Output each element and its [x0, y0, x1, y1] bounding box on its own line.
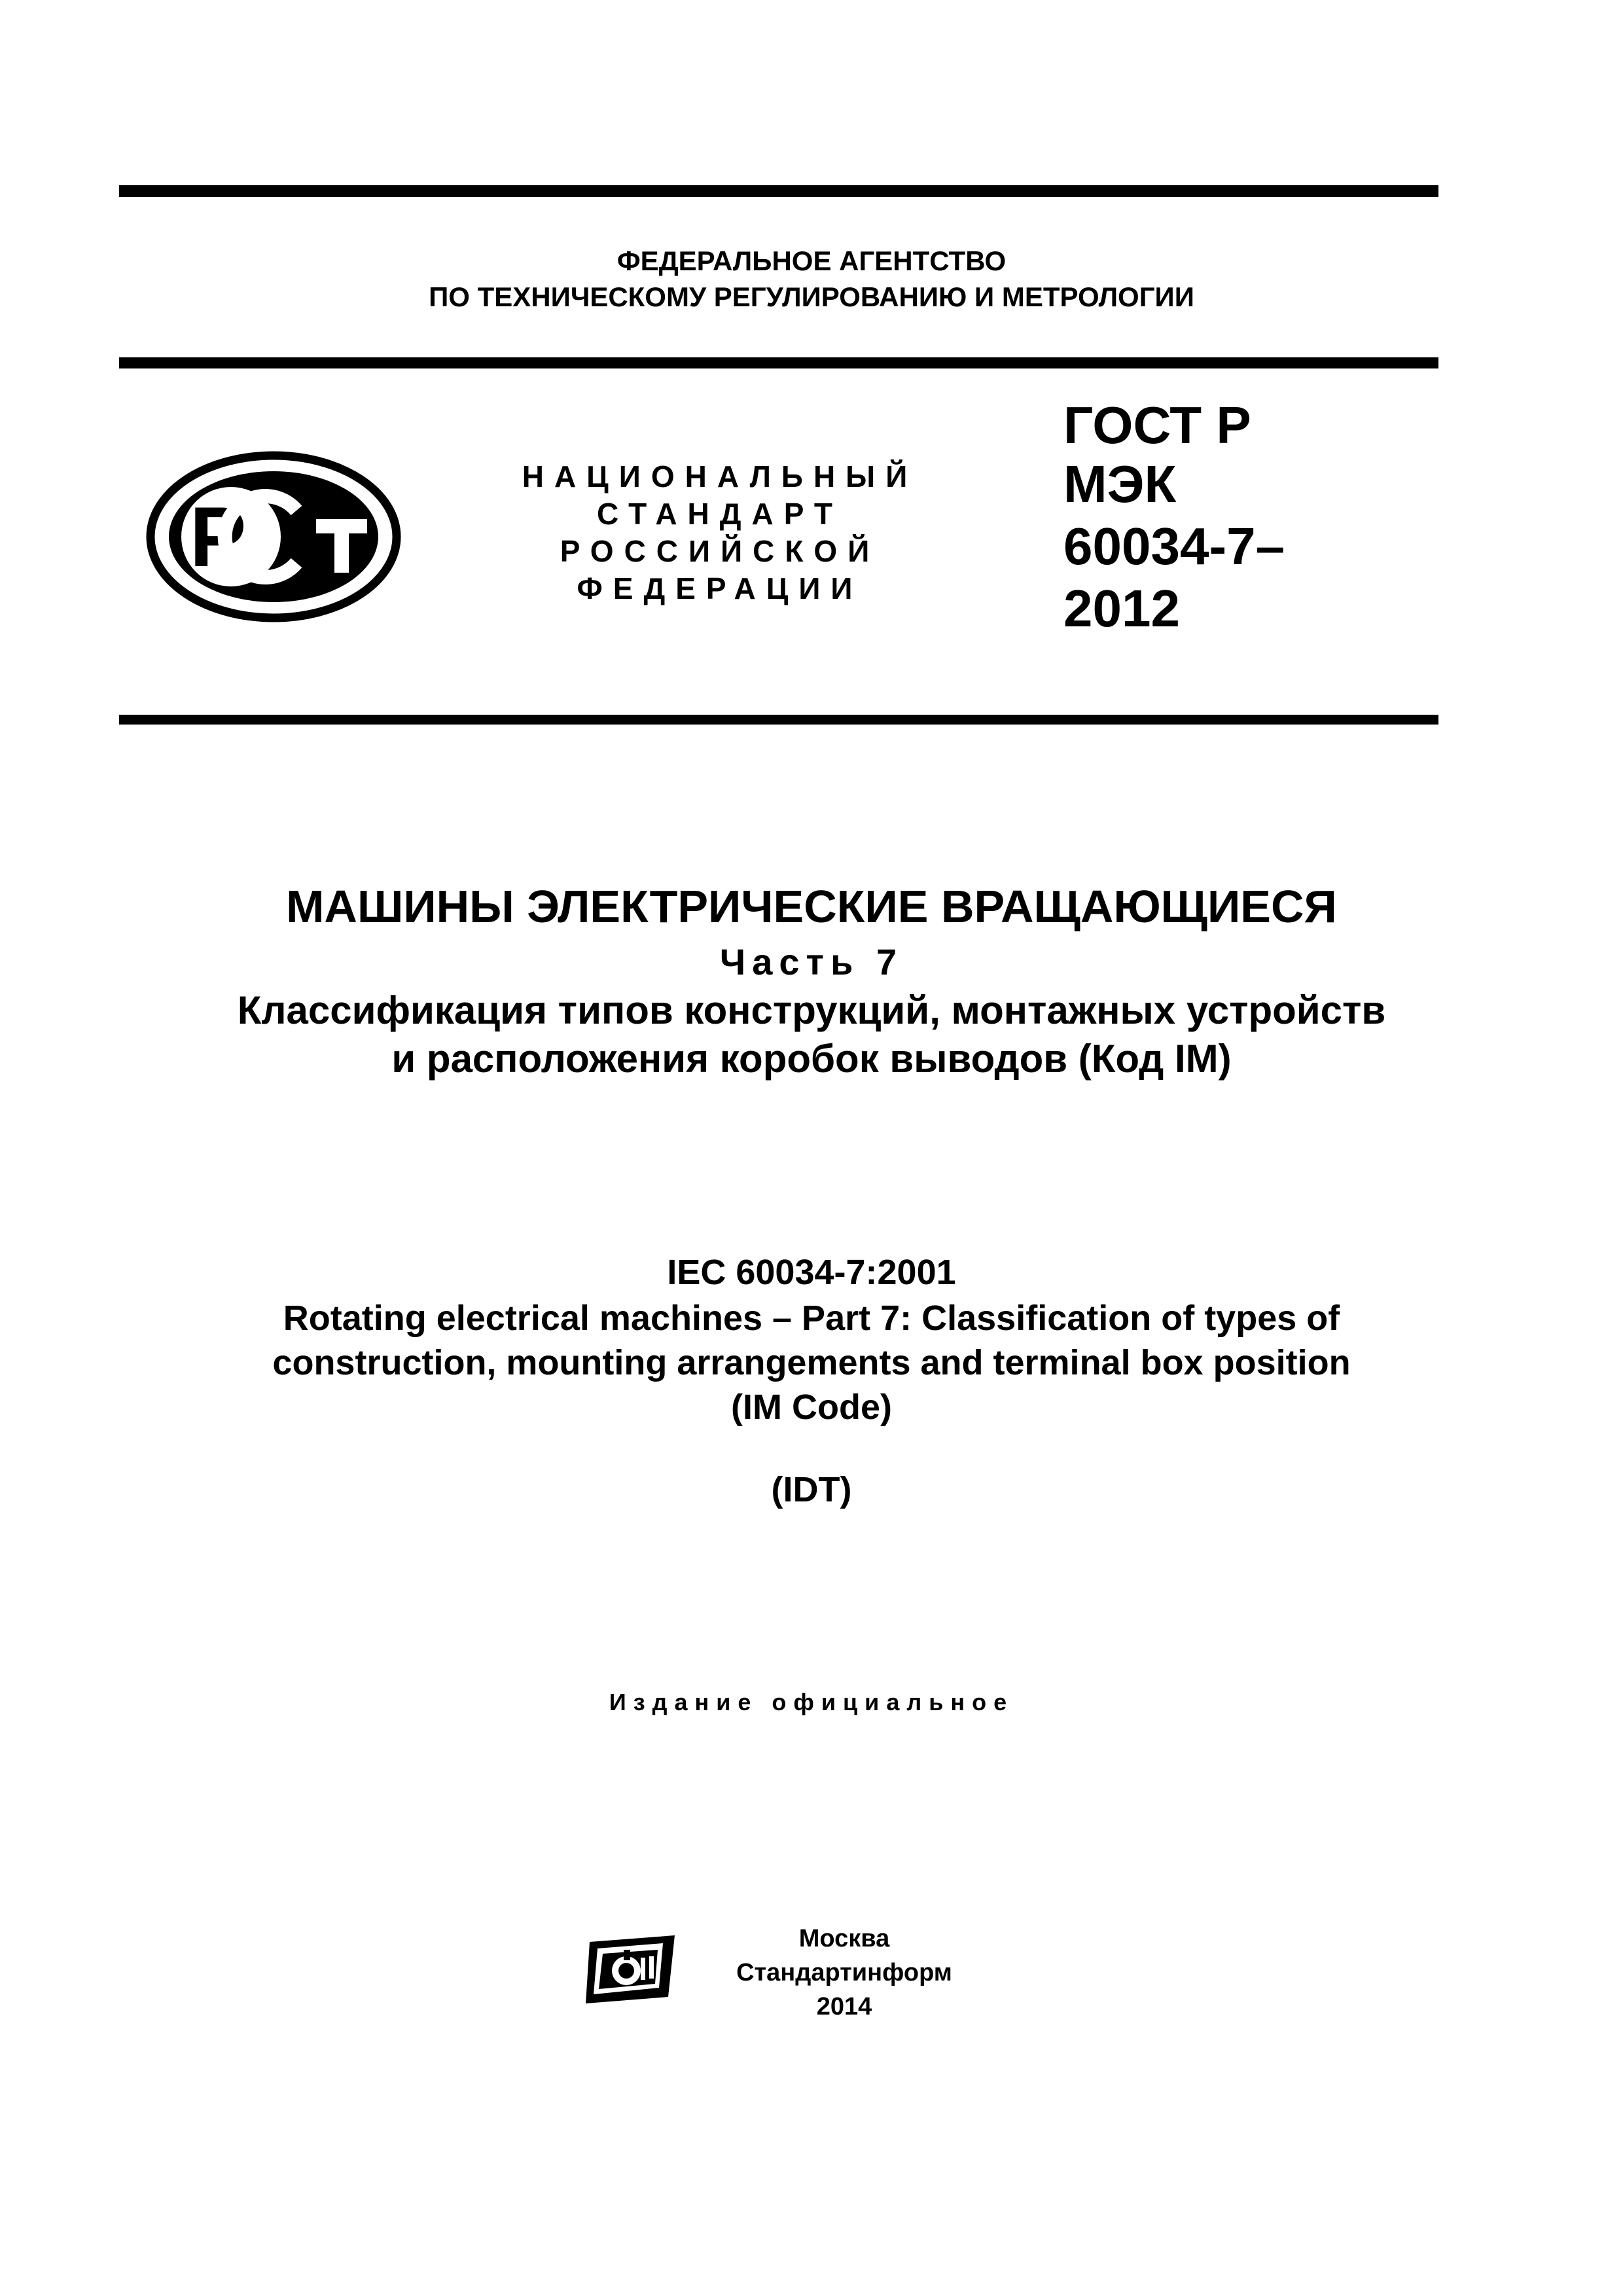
designation-line3: 60034-7–: [1063, 517, 1285, 575]
standartinform-logo-icon: [584, 1934, 676, 2005]
title-main: МАШИНЫ ЭЛЕКТРИЧЕСКИЕ ВРАЩАЮЩИЕСЯ: [286, 881, 1337, 932]
standard-type-line4: ФЕДЕРАЦИИ: [577, 571, 863, 605]
standard-type-line3: РОССИЙСКОЙ: [560, 534, 880, 568]
publisher-year: 2014: [816, 1993, 872, 2020]
iec-title-line3: (IM Code): [731, 1388, 892, 1427]
publisher-name: Стандартинформ: [736, 1959, 952, 1986]
agency-name-line2: ПО ТЕХНИЧЕСКОМУ РЕГУЛИРОВАНИЮ И МЕТРОЛОГИИ: [429, 281, 1194, 312]
designation-line2: МЭК: [1063, 455, 1177, 513]
top-rule: [119, 185, 1438, 197]
designation-rule: [119, 715, 1438, 725]
designation-line1: ГОСТ Р: [1063, 396, 1251, 454]
title-subtitle-line2: и расположения коробок выводов (Код IM): [391, 1037, 1232, 1081]
standard-type-line2: СТАНДАРТ: [597, 497, 843, 531]
title-part: Часть 7: [719, 941, 904, 982]
rst-logo-icon: [143, 448, 404, 625]
agency-name-line1: ФЕДЕРАЛЬНОЕ АГЕНТСТВО: [616, 245, 1007, 276]
iec-number: IEC 60034-7:2001: [667, 1253, 956, 1292]
official-edition-label: Издание официальное: [609, 1689, 1014, 1715]
iec-degree: (IDT): [771, 1470, 852, 1509]
standard-type-line1: НАЦИОНАЛЬНЫЙ: [522, 459, 918, 493]
designation-line4: 2012: [1063, 579, 1180, 637]
iec-title-line1: Rotating electrical machines – Part 7: Classification of types of: [283, 1299, 1340, 1338]
header-rule: [119, 357, 1438, 368]
publisher-city: Москва: [798, 1925, 890, 1952]
title-subtitle-line1: Классификация типов конструкций, монтажных устройств: [237, 988, 1386, 1032]
iec-title-line2: construction, mounting arrangements and terminal box position: [272, 1343, 1351, 1382]
rst-logo-letter-r: Р: [189, 489, 247, 584]
